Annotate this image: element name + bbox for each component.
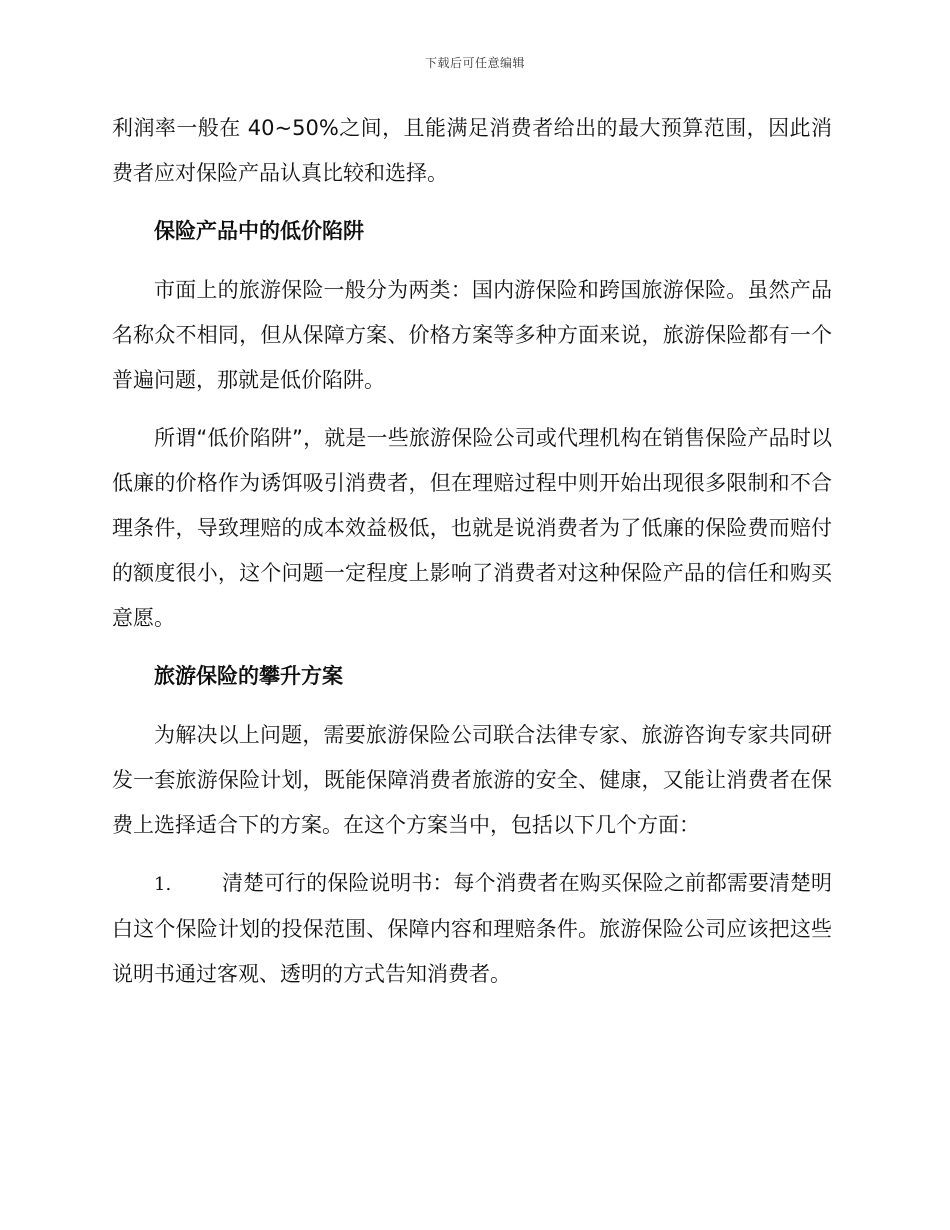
- list-item-1: [112, 861, 832, 997]
- document-body: [112, 106, 832, 997]
- paragraph-market-overview: 市面上的旅游保险一般分为两类：国内游保险和跨国旅游保险。虽然产品名称众不相同，但从保障方案、价格方案等多种方面来说，旅游保险都有一个普遍问题，那就是低价陷阱。: [112, 278, 832, 392]
- page-header: 下载后可任意编辑: [424, 56, 525, 70]
- paragraph-low-price-trap-definition: 所谓“低价陷阱”，就是一些旅游保险公司或代理机构在销售保险产品时以低廉的价格作为诱饵吸引消费者，但在理赔过程中则开始出现很多限制和不合理条件，导致理赔的成本效益极低，也就是说消费者为了低廉的保险费而赔付的额度很小，这个问题一定程度上影响了消费者对这种保险产品的信任和购买意愿。: [112, 426, 832, 630]
- section-heading-low-price-trap: 保险产品中的低价陷阱: [154, 219, 364, 243]
- paragraph-profit-margin: 利润率一般在 40~50%之间，且能满足消费者给出的最大预算范围，因此消费者应对保险产品认真比较和选择。: [112, 116, 832, 185]
- list-number: 1.: [154, 874, 172, 895]
- paragraph-solution-intro: 为解决以上问题，需要旅游保险公司联合法律专家、旅游咨询专家共同研发一套旅游保险计划，既能保障消费者旅游的安全、健康，又能让消费者在保费上选择适合下的方案。在这个方案当中，包括以下几个方面：: [112, 723, 832, 837]
- section-heading-improvement-plan: 旅游保险的攀升方案: [154, 664, 343, 688]
- list-item-text: 清楚可行的保险说明书：每个消费者在购买保险之前都需要清楚明白这个保险计划的投保范围、保障内容和理赔条件。旅游保险公司应该把这些说明书通过客观、透明的方式告知消费者。: [112, 871, 832, 986]
